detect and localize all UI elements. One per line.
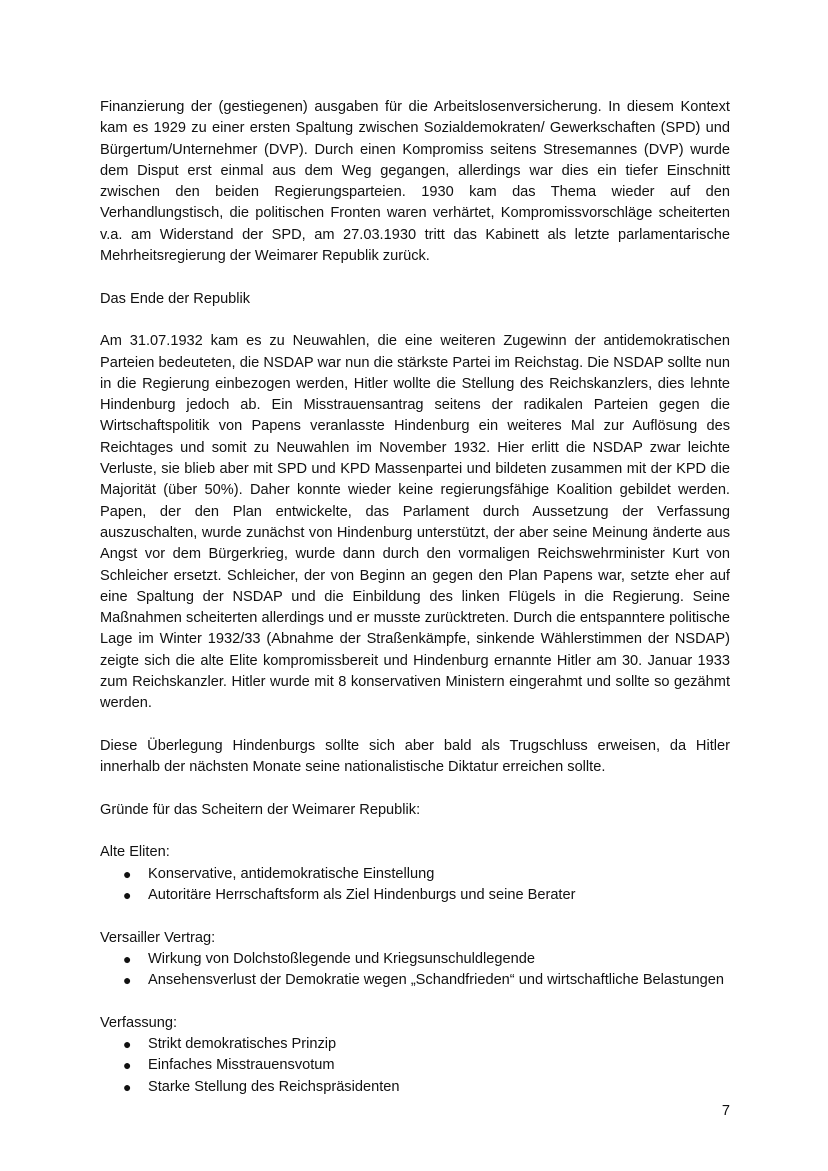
heading-ende-der-republik: Das Ende der Republik [100, 290, 251, 307]
list-item-text: Wirkung von Dolchstoßlegende und Kriegsunschuldlegende [148, 950, 535, 967]
bullet-icon: ● [123, 1036, 132, 1053]
list-item [100, 949, 730, 970]
section-title: Alte Eliten: [100, 844, 170, 861]
bullet-icon: ● [123, 886, 132, 903]
spacer [100, 991, 730, 1012]
section-title: Versailler Vertrag: [100, 929, 216, 946]
bullet-list [100, 949, 730, 992]
bullet-icon: ● [123, 972, 132, 989]
spacer [100, 267, 730, 288]
document-page [100, 97, 730, 1098]
bullet-icon: ● [123, 950, 132, 967]
spacer [100, 715, 730, 736]
bullet-icon: ● [123, 1057, 132, 1074]
list-item-text: Strikt demokratisches Prinzip [148, 1036, 337, 1053]
reasons-heading: Gründe für das Scheitern der Weimarer Republik: [100, 801, 421, 818]
spacer [100, 779, 730, 800]
bullet-list [100, 1034, 730, 1098]
list-item [100, 1077, 730, 1098]
spacer [100, 821, 730, 842]
list-item-text: Einfaches Misstrauensvotum [148, 1057, 335, 1074]
bullet-list [100, 864, 730, 907]
page-number: 7 [721, 1103, 730, 1119]
section-versailler-vertrag [100, 928, 730, 992]
section-verfassung [100, 1013, 730, 1098]
bullet-icon: ● [123, 1078, 132, 1095]
section-title: Verfassung: [100, 1014, 178, 1031]
list-item [100, 1034, 730, 1055]
list-item [100, 864, 730, 885]
paragraph-neuwahlen: Am 31.07.1932 kam es zu Neuwahlen, die eine weiteren Zugewinn der antidemokratischen Parteien bedeuteten, die NSDAP war nun die stärkste Partei im Reichstag. Die NSDAP sollte nun in die Regierung einbezogen werden, Hitler wollte die Stellung des Reichskanzlers, dies lehnte Hindenburg jedoch ab. Ein Misstrauensantrag seitens der radikalen Parteien gegen die Wirtschaftspolitik von Papens veranlasste Hindenburg ein weiteres Mal zur Auflösung des Reichtages und somit zu Neuwahlen im November 1932. Hier erlitt die NSDAP zwar leichte Verluste, sie blieb aber mit SPD und KPD Massenpartei und bildeten zusammen mit der KPD die Majorität (über 50%). Daher konnte wieder keine regierungsfähige Koalition gebildet werden. Papen, der den Plan entwickelte, das Parlament durch Aussetzung der Verfassung auszuschalten, wurde zunächst von Hindenburg unterstützt, der aber seine Meinung änderte aus Angst vor dem Bürgerkrieg, wurde dann durch den vormaligen Reichswehrminister Kurt von Schleicher ersetzt. Schleicher, der von Beginn an gegen den Plan Papens war, setzte eher auf eine Spaltung der NSDAP und die Einbildung des linken Flügels in die Regierung. Seine Maßnahmen scheiterten allerdings und er musste zurücktreten. Durch die entspanntere politische Lage im Winter 1932/33 (Abnahme der Straßenkämpfe, sinkende Wählerstimmen der NSDAP) zeigte sich die alte Elite kompromissbereit und Hindenburg ernannte Hitler am 30. Januar 1933 zum Reichskanzler. Hitler wurde mit 8 konservativen Ministern eingerahmt und sollte so gezähmt werden. [100, 333, 730, 712]
spacer [100, 906, 730, 927]
bullet-icon: ● [123, 865, 132, 882]
list-item-text: Starke Stellung des Reichspräsidenten [148, 1078, 400, 1095]
list-item [100, 1055, 730, 1076]
list-item-text: Ansehensverlust der Demokratie wegen „Schandfrieden“ und wirtschaftliche Belastungen [148, 972, 724, 989]
list-item-text: Konservative, antidemokratische Einstellung [148, 865, 435, 882]
spacer [100, 310, 730, 331]
list-item [100, 970, 730, 991]
paragraph-arbeitslosenversicherung: Finanzierung der (gestiegenen) ausgaben für die Arbeitslosenversicherung. In diesem Kontext kam es 1929 zu einer ersten Spaltung zwischen Sozialdemokraten/ Gewerkschaften (SPD) und Bürgertum/Unternehmer (DVP). Durch einen Kompromiss seitens Stresemannes (DVP) wurde dem Disput erst einmal aus dem Weg gegangen, allerdings war dies ein tiefer Einschnitt zwischen den beiden Regierungsparteien. 1930 kam das Thema wieder auf den Verhandlungstisch, die politischen Fronten waren verhärtet, Kompromissvorschläge scheiterten v.a. am Widerstand der SPD, am 27.03.1930 tritt das Kabinett als letzte parlamentarische Mehrheitsregierung der Weimarer Republik zurück. [100, 99, 730, 265]
paragraph-trugschluss: Diese Überlegung Hindenburgs sollte sich aber bald als Trugschluss erweisen, da Hitler innerhalb der nächsten Monate seine nationalistische Diktatur erreichen sollte. [100, 737, 730, 776]
section-alte-eliten [100, 842, 730, 906]
list-item [100, 885, 730, 906]
list-item-text: Autoritäre Herrschaftsform als Ziel Hindenburgs und seine Berater [148, 886, 576, 903]
